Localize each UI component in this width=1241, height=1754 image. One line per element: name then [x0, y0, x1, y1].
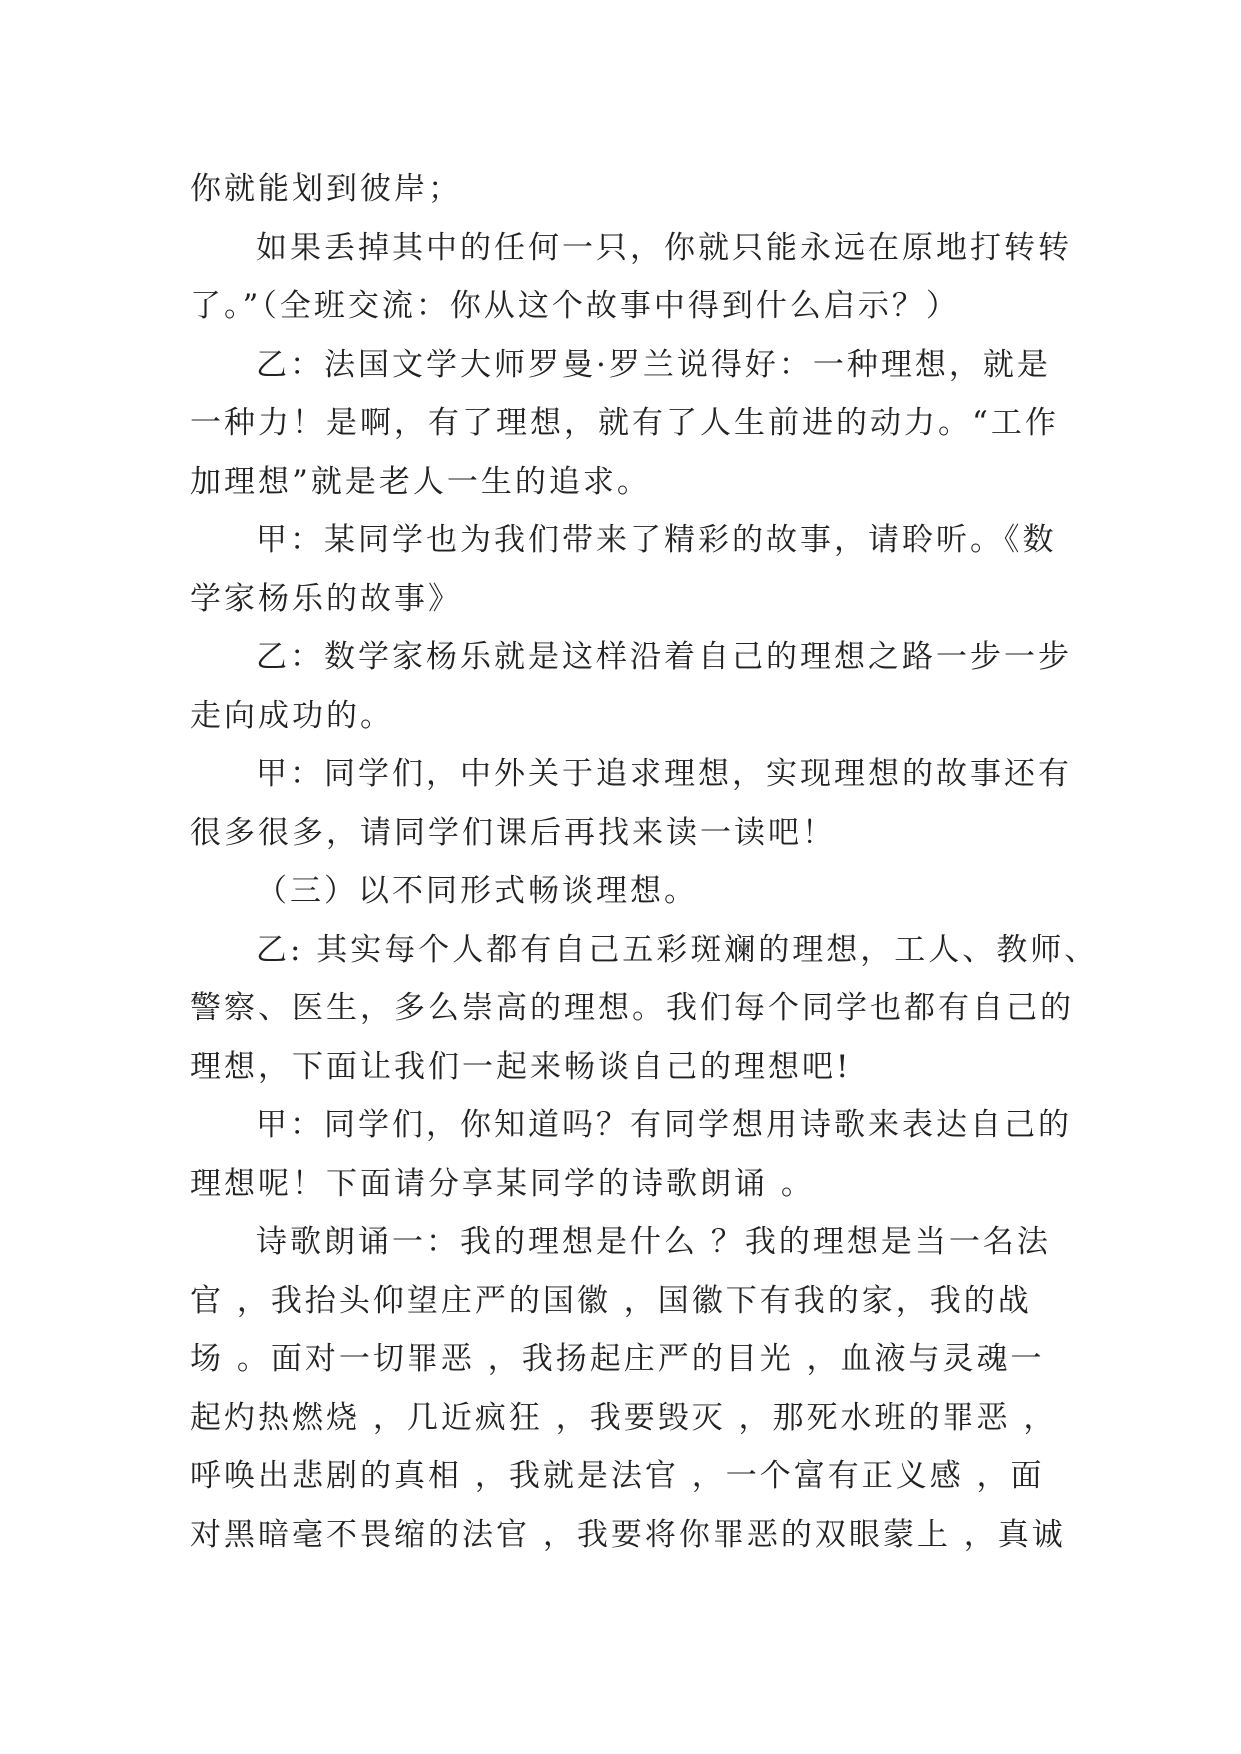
text-line: 很多很多，请同学们课后再找来读一读吧！ [190, 814, 836, 851]
text-line: 如果丢掉其中的任何一只，你就只能永远在原地打转转 [256, 229, 1072, 266]
text-line: 场 。面对一切罪恶 ，我扬起庄严的目光 ，血液与灵魂一 [190, 1341, 1045, 1377]
text-line: 对黑暗毫不畏缩的法官 ，我要将你罪恶的双眼蒙上 ，真诚 [190, 1516, 1066, 1553]
text-line: 诗歌朗诵一：我的理想是什么 ？我的理想是当一名法 [256, 1224, 1051, 1260]
text-line: 甲：同学们，中外关于追求理想，实现理想的故事还有 [256, 756, 1072, 792]
text-line: 官 ，我抬头仰望庄严的国徽 ，国徽下有我的家，我的战 [190, 1282, 1032, 1319]
text-line: 乙：数学家杨乐就是这样沿着自己的理想之路一步一步 [256, 639, 1072, 675]
text-line: 加理想”就是老人一生的追求。 [190, 463, 651, 500]
text-line: 理想，下面让我们一起来畅谈自己的理想吧! [190, 1048, 852, 1085]
text-line: 甲：某同学也为我们带来了精彩的故事，请聆听。《数 [256, 522, 1057, 558]
text-line: 呼唤出悲剧的真相 ，我就是法官 ，一个富有正义感 ，面 [190, 1458, 1045, 1494]
text-line: 警察、医生，多么崇高的理想。我们每个同学也都有自己的 [190, 990, 1074, 1026]
document-body [190, 160, 1099, 1564]
text-line: 你就能划到彼岸； [190, 171, 462, 207]
text-line: 甲：同学们，你知道吗？有同学想用诗歌来表达自己的 [256, 1107, 1072, 1143]
text-line: 一种力！是啊，有了理想，就有了人生前进的动力。“工作 [190, 405, 1059, 441]
text-line: 了。”（全班交流：你从这个故事中得到什么启示？） [190, 288, 960, 324]
text-line: 理想呢！下面请分享某同学的诗歌朗诵 。 [190, 1165, 815, 1202]
text-line: 乙：法国文学大师罗曼·罗兰说得好：一种理想，就是 [256, 346, 1051, 383]
text-line: 学家杨乐的故事》 [190, 580, 462, 617]
text-line: 起灼热燃烧 ，几近疯狂 ，我要毁灭 ，那死水班的罪恶 ， [190, 1399, 1058, 1436]
section-heading: （三）以不同形式畅谈理想。 [256, 873, 698, 909]
text-line: 乙: 其实每个人都有自己五彩斑斓的理想，工人、教师、 [256, 931, 1099, 968]
text-line: 走向成功的。 [190, 697, 394, 734]
